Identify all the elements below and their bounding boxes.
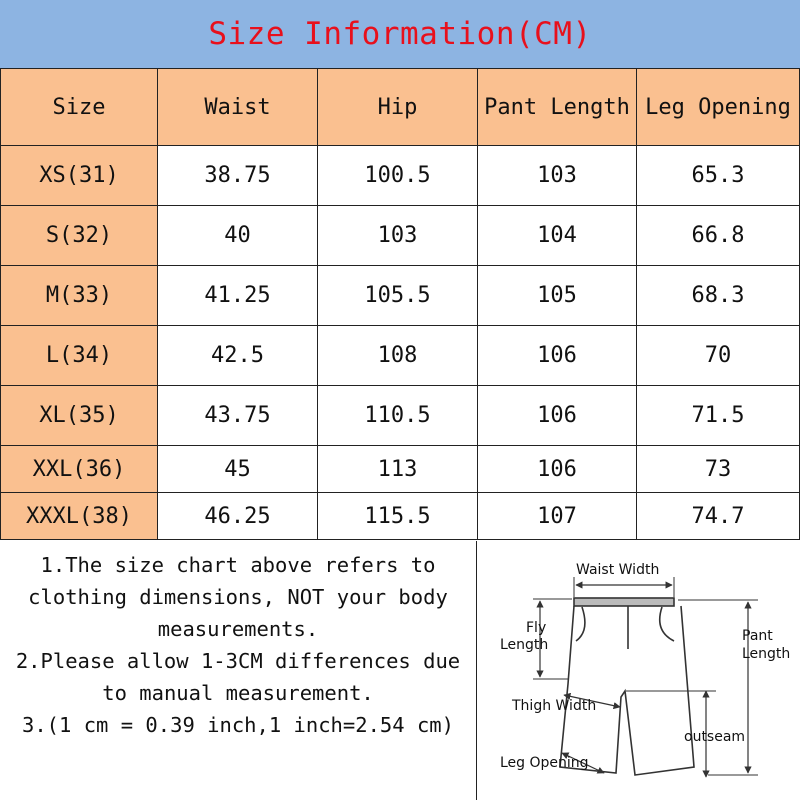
size-cell: XXL(36) [1,446,158,493]
leg-opening-cell: 71.5 [637,386,800,446]
header-hip: Hip [318,69,478,146]
size-table [0,68,800,540]
waist-cell: 40 [158,206,318,266]
table-row [1,446,800,493]
note-2: 2.Please allow 1-3CM differences due to manual measurement. [15,649,461,705]
leg-opening-cell: 65.3 [637,146,800,206]
pant-length-cell: 106 [478,446,637,493]
note-1: 1.The size chart above refers to clothing dimensions, NOT your body measurements. [28,553,448,641]
hip-cell: 113 [318,446,478,493]
table-row [1,206,800,266]
table-header-row [1,69,800,146]
pant-length-cell: 106 [478,326,637,386]
hip-cell: 115.5 [318,493,478,540]
title-bar [0,0,800,68]
size-cell: L(34) [1,326,158,386]
thigh-width-label: Thigh Width [512,698,597,714]
left-pocket-shape [576,607,585,641]
pant-length-label-1: Pant [742,628,773,644]
waist-cell: 38.75 [158,146,318,206]
fly-length-label-1: Fly [526,620,547,636]
waist-cell: 45 [158,446,318,493]
leg-opening-cell: 74.7 [637,493,800,540]
waistband-shape [574,598,674,606]
waist-cell: 41.25 [158,266,318,326]
pant-length-cell: 105 [478,266,637,326]
waist-cell: 46.25 [158,493,318,540]
leg-opening-cell: 66.8 [637,206,800,266]
hip-cell: 100.5 [318,146,478,206]
hip-cell: 108 [318,326,478,386]
pant-length-label-2: Length [742,646,791,662]
leg-opening-cell: 73 [637,446,800,493]
pant-length-cell: 103 [478,146,637,206]
leg-opening-cell: 68.3 [637,266,800,326]
size-cell: M(33) [1,266,158,326]
outseam-label: outseam [684,729,746,745]
pant-length-cell: 106 [478,386,637,446]
pant-length-cell: 104 [478,206,637,266]
note-3: 3.(1 cm = 0.39 inch,1 inch=2.54 cm) [22,713,454,737]
header-waist: Waist [158,69,318,146]
size-cell: S(32) [1,206,158,266]
hip-cell: 105.5 [318,266,478,326]
waist-width-label: Waist Width [576,562,660,578]
hip-cell: 103 [318,206,478,266]
header-pant-length: Pant Length [478,69,637,146]
table-row [1,146,800,206]
size-notes [0,541,476,800]
table-row [1,386,800,446]
size-cell: XS(31) [1,146,158,206]
page-title: Size Information(CM) [208,16,592,52]
waist-cell: 43.75 [158,386,318,446]
table-row [1,266,800,326]
fly-length-label-2: Length [500,637,549,653]
size-cell: XL(35) [1,386,158,446]
leg-opening-cell: 70 [637,326,800,386]
table-row [1,326,800,386]
leg-opening-label: Leg Opening [500,755,589,771]
size-cell: XXXL(38) [1,493,158,540]
pants-measurement-diagram [478,545,798,799]
section-divider [476,541,477,800]
header-size: Size [1,69,158,146]
pant-length-cell: 107 [478,493,637,540]
waist-cell: 42.5 [158,326,318,386]
header-leg-opening: Leg Opening [637,69,800,146]
table-row [1,493,800,540]
hip-cell: 110.5 [318,386,478,446]
right-pocket-shape [660,607,674,641]
